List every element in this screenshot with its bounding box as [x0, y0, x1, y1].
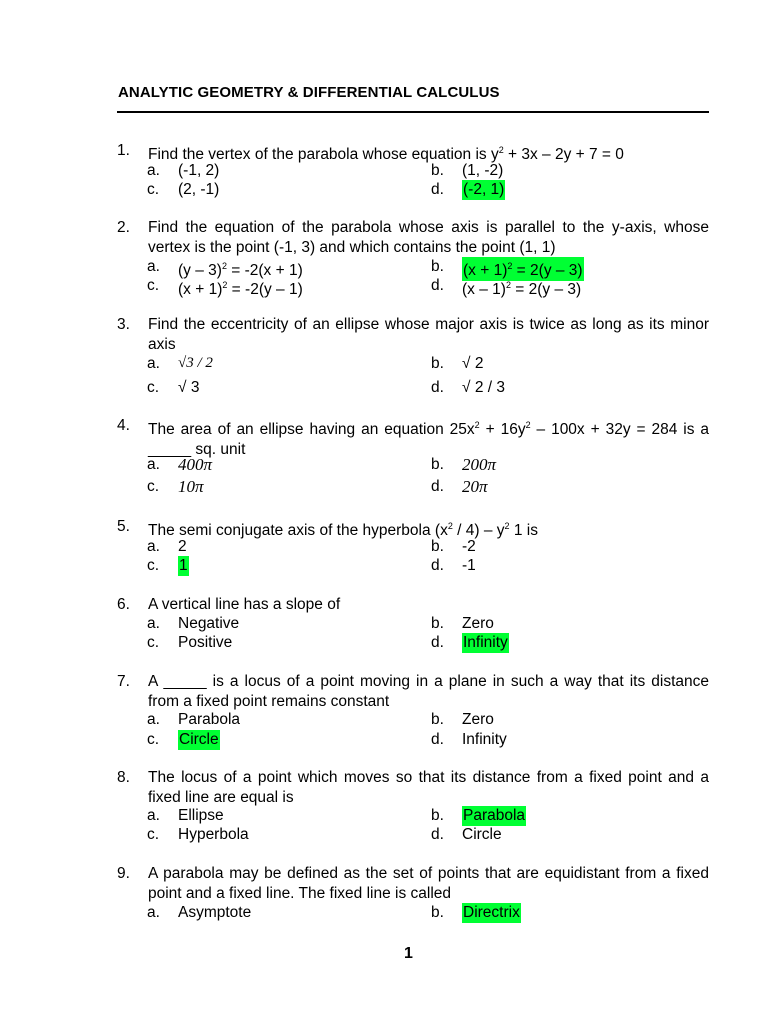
choice-letter: b.	[431, 162, 444, 179]
choice-letter: a.	[147, 258, 160, 275]
choice-letter: d.	[431, 634, 444, 651]
choice-text: (2, -1)	[178, 181, 220, 198]
question-number: 6.	[117, 596, 130, 613]
choice-letter: c.	[147, 379, 160, 396]
choice-text: 10π	[178, 477, 204, 496]
choice-text: Zero	[462, 711, 494, 728]
choice-text: $(x + 1)^2 = -2(y - 1)$	[178, 280, 303, 299]
choice-letter: d.	[431, 826, 444, 843]
choice-text: Infinity	[462, 731, 507, 748]
question-number: 8.	[117, 769, 130, 786]
choice-letter: b.	[431, 456, 444, 473]
choice-letter: b.	[431, 615, 444, 632]
choice-text: √ 2 / 3	[462, 379, 505, 396]
choice-text: Zero	[462, 615, 494, 632]
choice-letter: a.	[147, 355, 160, 372]
choice-text: Parabola	[178, 711, 241, 728]
choice-text: 200π	[462, 455, 497, 474]
choice-letter: c.	[147, 478, 160, 495]
choice-text: 400π	[178, 455, 213, 474]
question-number: 7.	[117, 673, 130, 690]
choice-text: (y – 3)$^2$ = -2(x + 1)	[178, 261, 303, 280]
question-number: 9.	[117, 865, 130, 882]
choice-letter: a.	[147, 904, 160, 921]
choice-text: 20π	[462, 477, 488, 496]
choice-letter: b.	[431, 538, 444, 555]
choice-letter: c.	[147, 277, 160, 294]
choice-letter: b.	[431, 355, 444, 372]
choice-letter: a.	[147, 615, 160, 632]
choice-text: √ 3	[178, 379, 200, 396]
choice-letter: b.	[431, 258, 444, 275]
choice-letter: b.	[431, 807, 444, 824]
choice-letter: a.	[147, 456, 160, 473]
title-underline	[117, 111, 709, 113]
choice-text: 2	[178, 538, 187, 555]
question-number: 4.	[117, 417, 130, 434]
question-text: Find the vertex of the parabola whose equation is $y^2 + 3x - 2y + 7 = 0$	[148, 145, 624, 164]
choice-text: Asymptote	[178, 904, 252, 921]
choice-text-highlighted: 1	[179, 557, 188, 574]
page-number: 1	[404, 945, 413, 962]
choice-text-highlighted: $(x + 1)^2 = 2(y - 3)$	[462, 257, 584, 281]
choice-letter: c.	[147, 731, 160, 748]
choice-letter: c.	[147, 634, 160, 651]
choice-letter: a.	[147, 162, 160, 179]
choice-text-highlighted: Directrix	[463, 904, 520, 921]
question-text: Find the eccentricity of an ellipse whose major axis is twice as long as its minor axis	[148, 316, 709, 353]
question-text: The locus of a point which moves so that its distance from a fixed point and a fixed line are equal is	[148, 769, 709, 806]
choice-text: Hyperbola	[178, 826, 249, 843]
question-text: The area of an ellipse having an equation $25x^2 + 16y^2 - 100x + 32y = 284$ is a _____ sq. unit	[148, 420, 710, 458]
choice-letter: a.	[147, 807, 160, 824]
question-number: 1.	[117, 142, 130, 159]
choice-letter: d.	[431, 379, 444, 396]
document-title: ANALYTIC GEOMETRY & DIFFERENTIAL CALCULUS	[118, 84, 500, 101]
choice-text: -2	[462, 538, 476, 555]
question-number: 3.	[117, 316, 130, 333]
choice-letter: a.	[147, 538, 160, 555]
choice-letter: d.	[431, 557, 444, 574]
choice-letter: d.	[431, 478, 444, 495]
choice-text: √ 2	[462, 355, 484, 372]
choice-letter: b.	[431, 904, 444, 921]
choice-letter: c.	[147, 181, 160, 198]
question-text: A vertical line has a slope of	[148, 596, 341, 613]
choice-letter: c.	[147, 826, 160, 843]
question-text: The semi conjugate axis of the hyperbola $(x^2 / 4) - y^2$ 1 is	[148, 521, 538, 540]
choice-text: Ellipse	[178, 807, 224, 824]
choice-text: -1	[462, 557, 476, 574]
choice-text-highlighted: Circle	[179, 731, 219, 748]
question-number: 5.	[117, 518, 130, 535]
choice-text-highlighted: Parabola	[463, 807, 526, 824]
choice-letter: c.	[147, 557, 160, 574]
choice-text: Negative	[178, 615, 240, 632]
choice-letter: d.	[431, 277, 444, 294]
choice-text-highlighted: Infinity	[463, 634, 508, 651]
choice-letter: b.	[431, 711, 444, 728]
question-text: A _____ is a locus of a point moving in a plane in such a way that its distance from a fixed point remains constant	[148, 673, 709, 710]
choice-text: Positive	[178, 634, 233, 651]
choice-letter: d.	[431, 181, 444, 198]
question-text: Find the equation of the parabola whose axis is parallel to the y-axis, whose vertex is the point (-1, 3) and which contains the point (1, 1)	[148, 219, 709, 256]
choice-text: (-1, 2)	[178, 162, 220, 179]
question-text: A parabola may be defined as the set of points that are equidistant from a fixed point and a fixed line. The fixed line is called	[148, 865, 709, 902]
question-number: 2.	[117, 219, 130, 236]
choice-text: (x – 1)$^2$ = 2(y – 3)	[462, 280, 582, 299]
choice-text: Circle	[462, 826, 502, 843]
choice-text: √3 / 2	[178, 355, 213, 371]
choice-letter: a.	[147, 711, 160, 728]
choice-text: (1, -2)	[462, 162, 504, 179]
choice-text-highlighted: (-2, 1)	[463, 181, 505, 198]
choice-letter: d.	[431, 731, 444, 748]
